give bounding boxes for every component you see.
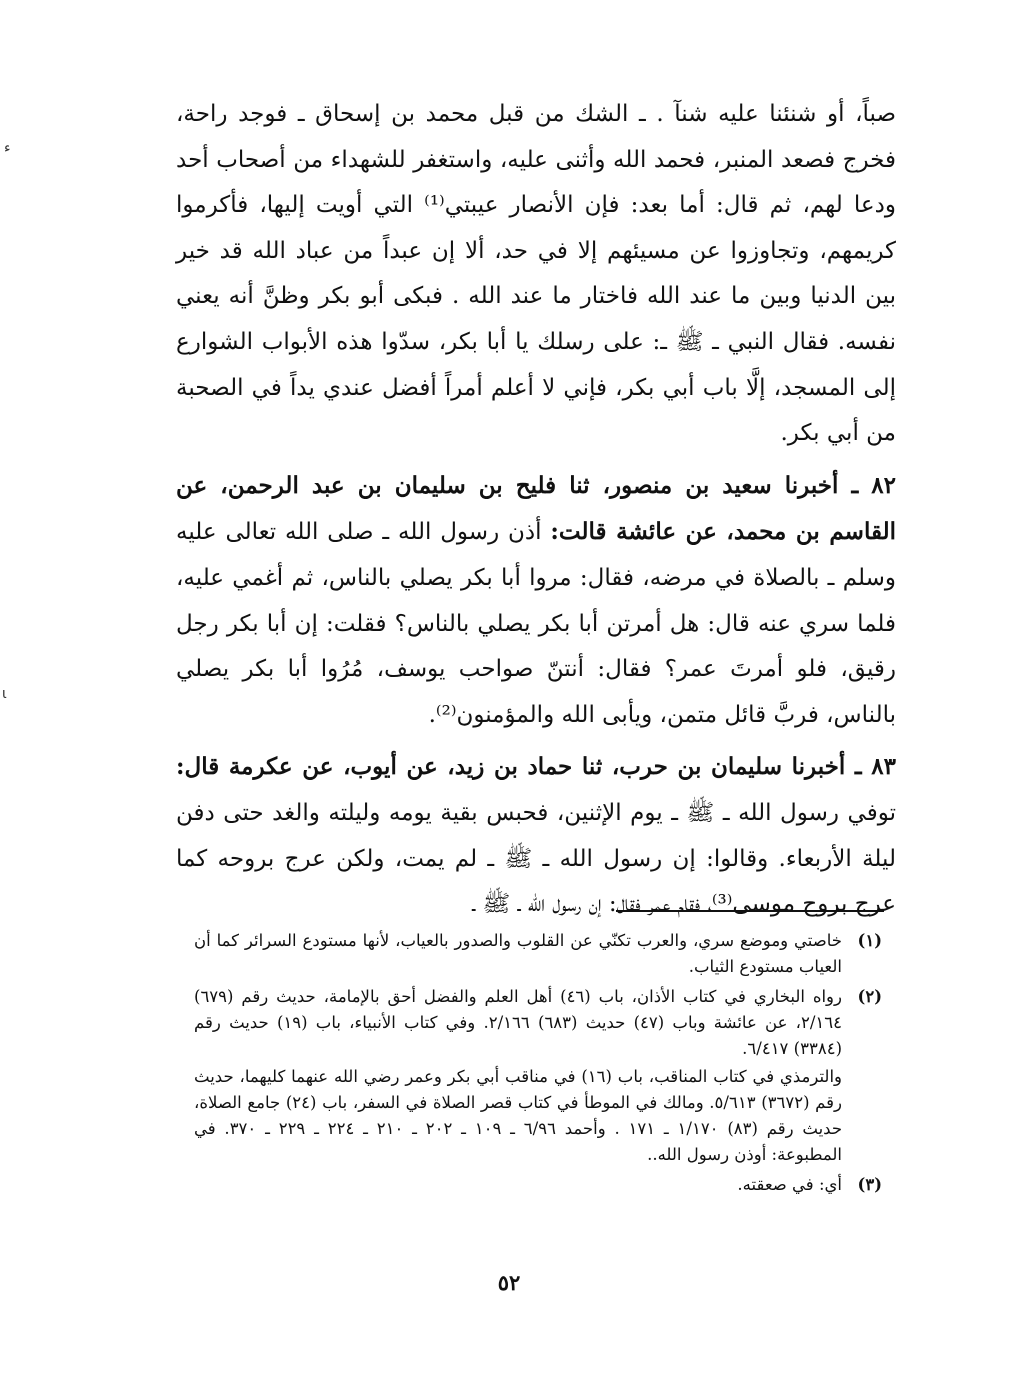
footnotes (194, 928, 882, 1202)
hadith-82-text: أذن رسول الله ـ صلى الله تعالى عليه وسلم ـ بالصلاة في مرضه، فقال: مروا أبا بكر يصلي بالناس، ثم أغمي عليه، فلما سري عنه قال: هل أمرتن أبا بكر يصلي بالناس؟ فقلت: إن أبا بكر رجل رقيق، فلو أمرتَ عمر؟ فقال: أنتنّ صواحب يوسف، مُرُوا أبا بكر يصلي بالناس، فربَّ قائل متمن، ويأبى الله والمؤمنون⁽²⁾. (176, 519, 896, 728)
scan-edge-mark: ι (2, 686, 7, 702)
footnote-3-number: (٣) (857, 1175, 882, 1194)
hadith-83 (176, 744, 896, 927)
main-text (176, 92, 896, 928)
footnote-3-text: أي: في صعقته. (737, 1175, 842, 1194)
footnote-2-text: رواه البخاري في كتاب الأذان، باب (٤٦) أهل العلم والفضل أحق بالإمامة، حديث رقم (٦٧٩) ٢/١٦٤، عن عائشة وباب (٤٧) حديث (٦٨٣) ٢/١٦٦. وفي كتاب الأنبياء، باب (١٩) حديث رقم (٣٣٨٤) ٦/٤١٧. (194, 987, 842, 1058)
page-number: ٥٢ (497, 1270, 521, 1295)
hadith-82-isnad: ٨٢ ـ أخبرنا سعيد بن منصور، ثنا فليح بن سليمان بن عبد الرحمن، عن القاسم بن محمد، عن عائشة قالت: (176, 471, 896, 546)
footnote-1-number: (١) (857, 931, 882, 950)
paragraph-1: صباً، أو شنئنا عليه شنآ . ـ الشك من قبل محمد بن إسحاق ـ فوجد راحة، فخرج فصعد المنبر، فحمد الله وأثنى عليه، واستغفر للشهداء من أصحاب أحد ودعا لهم، ثم قال: أما بعد: فإن الأنصار عيبتي⁽¹⁾ التي أويت إليها، فأكرموا كريمهم، وتجاوزوا عن مسيئهم إلا في حد، ألا إن عبداً من عباد الله قد خير بين الدنيا وبين ما عند الله فاختار ما عند الله . فبكى أبو بكر وظنَّ أنه يعني نفسه. فقال النبي ـ ﷺ ـ: على رسلك يا أبا بكر، سدّوا هذه الأبواب الشوارع إلى المسجد، إلَّا باب أبي بكر، فإني لا أعلم أمراً أفضل عندي يداً في الصحبة من أبي بكر. (176, 101, 897, 447)
footnote-2 (194, 984, 882, 1168)
footnote-2-continuation: والترمذي في كتاب المناقب، باب (١٦) في مناقب أبي بكر وعمر رضي الله عنهما كليهما، حديث رقم (٣٦٧٢) ٥/٦١٣. ومالك في الموطأ في كتاب قصر الصلاة في السفر، باب (٢٤) جامع الصلاة، حديث رقم (٨٣) ١/١٧٠ ـ ١٧١ . وأحمد ٦/٩٦ ـ ١٠٩ ـ ٢٠٢ ـ ٢١٠ ـ ٢٢٤ ـ ٢٢٩ ـ ٣٧٠. في المطبوعة: أوذن رسول الله.. (194, 1067, 843, 1164)
hadith-83-text: توفي رسول الله ـ ﷺ ـ يوم الإثنين، فحبس بقية يومه وليلته والغد حتى دفن ليلة الأربعاء. وقالوا: إن رسول الله ـ ﷺ ـ لم يمت، ولكن عرج بروحه كما عرج بروح موسى⁽³⁾، فقام عمر فقال: إن رسول الله ـ ﷺ ـ (176, 799, 896, 918)
footnote-1-text: خاصتي وموضع سري، والعرب تكنّي عن القلوب والصدور بالعياب، لأنها مستودع السرائر كما أن العياب مستودع الثياب. (194, 931, 842, 976)
hadith-82 (176, 463, 896, 739)
footnote-1 (194, 928, 882, 980)
footnote-2-number: (٢) (857, 987, 882, 1006)
footnote-3 (194, 1172, 882, 1198)
hadith-83-isnad: ٨٣ ـ أخبرنا سليمان بن حرب، ثنا حماد بن زيد، عن أيوب، عن عكرمة قال: (176, 753, 896, 781)
footnote-divider (616, 910, 884, 912)
scan-edge-mark: ﺀ (4, 140, 11, 156)
